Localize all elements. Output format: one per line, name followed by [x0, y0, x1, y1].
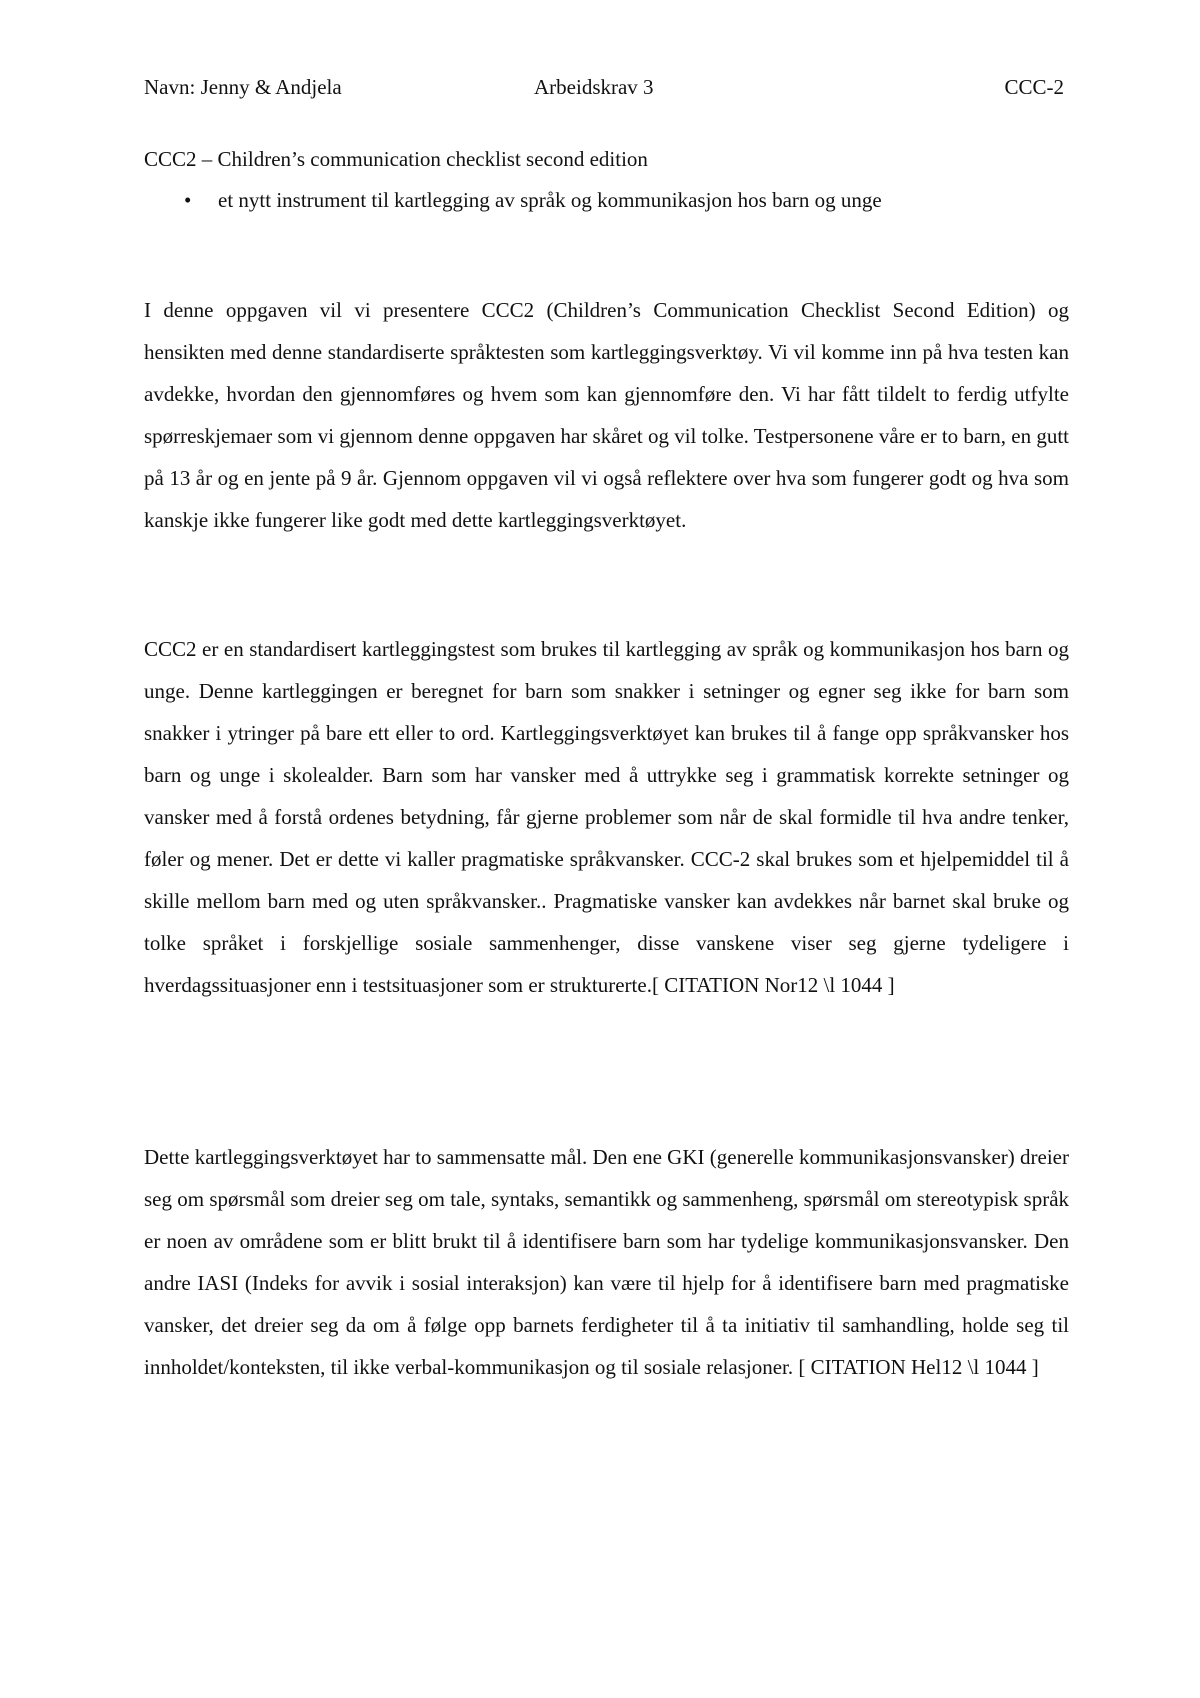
- bullet-list: [144, 185, 1064, 215]
- bullet-item: [144, 185, 1064, 215]
- paragraph-introduction: I denne oppgaven vil vi presentere CCC2 (Children’s Communication Checklist Second Edition) og hensikten med denne standardiserte språktesten som kartleggingsverktøy. Vi vil komme inn på hva testen kan avdekke, hvordan den gjennomføres og hvem som kan gjennomføre den. Vi har fått tildelt to ferdig utfylte spørreskjemaer som vi gjennom denne oppgaven har skåret og vil tolke. Testpersonene våre er to barn, en gutt på 13 år og en jente på 9 år. Gjennom oppgaven vil vi også reflektere over hva som fungerer godt og hva som kanskje ikke fungerer like godt med dette kartleggingsverktøyet.: [144, 298, 1069, 532]
- bullet-text: et nytt instrument til kartlegging av språk og kommunikasjon hos barn og unge: [218, 188, 882, 212]
- header-author-names: Navn: Jenny & Andjela: [144, 75, 342, 99]
- header-assignment-title: Arbeidskrav 3: [534, 75, 654, 99]
- bullet-icon: •: [184, 188, 192, 212]
- paragraph-description: CCC2 er en standardisert kartleggingstest som brukes til kartlegging av språk og kommunikasjon hos barn og unge. Denne kartleggingen er beregnet for barn som snakker i setninger og egner seg ikke for barn som snakker i ytringer på bare ett eller to ord. Kartleggingsverktøyet kan brukes til å fange opp språkvansker hos barn og unge i skolealder. Barn som har vansker med å uttrykke seg i grammatisk korrekte setninger og vansker med å forstå ordenes betydning, får gjerne problemer som når de skal formidle til hva andre tenker, føler og mener. Det er dette vi kaller pragmatiske språkvansker. CCC-2 skal brukes som et hjelpemiddel til å skille mellom barn med og uten språkvansker.. Pragmatiske vansker kan avdekkes når barnet skal bruke og tolke språket i forskjellige sosiale sammenhenger, disse vanskene viser seg gjerne tydeligere i hverdagssituasjoner enn i testsituasjoner som er strukturerte.[ CITATION Nor12 \l 1044 ]: [144, 637, 1069, 997]
- header-test-name: CCC-2: [1004, 75, 1064, 99]
- paragraph-goals: Dette kartleggingsverktøyet har to sammensatte mål. Den ene GKI (generelle kommunikasjonsvansker) dreier seg om spørsmål som dreier seg om tale, syntaks, semantikk og sammenheng, spørsmål om stereotypisk språk er noen av områdene som er blitt brukt til å identifisere barn som har tydelige kommunikasjonsvansker. Den andre IASI (Indeks for avvik i sosial interaksjon) kan være til hjelp for å identifisere barn med pragmatiske vansker, det dreier seg da om å følge opp barnets ferdigheter til å ta initiativ til samhandling, holde seg til innholdet/konteksten, til ikke verbal-kommunikasjon og til sosiale relasjoner. [ CITATION Hel12 \l 1044 ]: [144, 1145, 1070, 1379]
- page-header: [144, 72, 1064, 102]
- document-title: CCC2 – Children’s communication checklist second edition: [144, 147, 648, 171]
